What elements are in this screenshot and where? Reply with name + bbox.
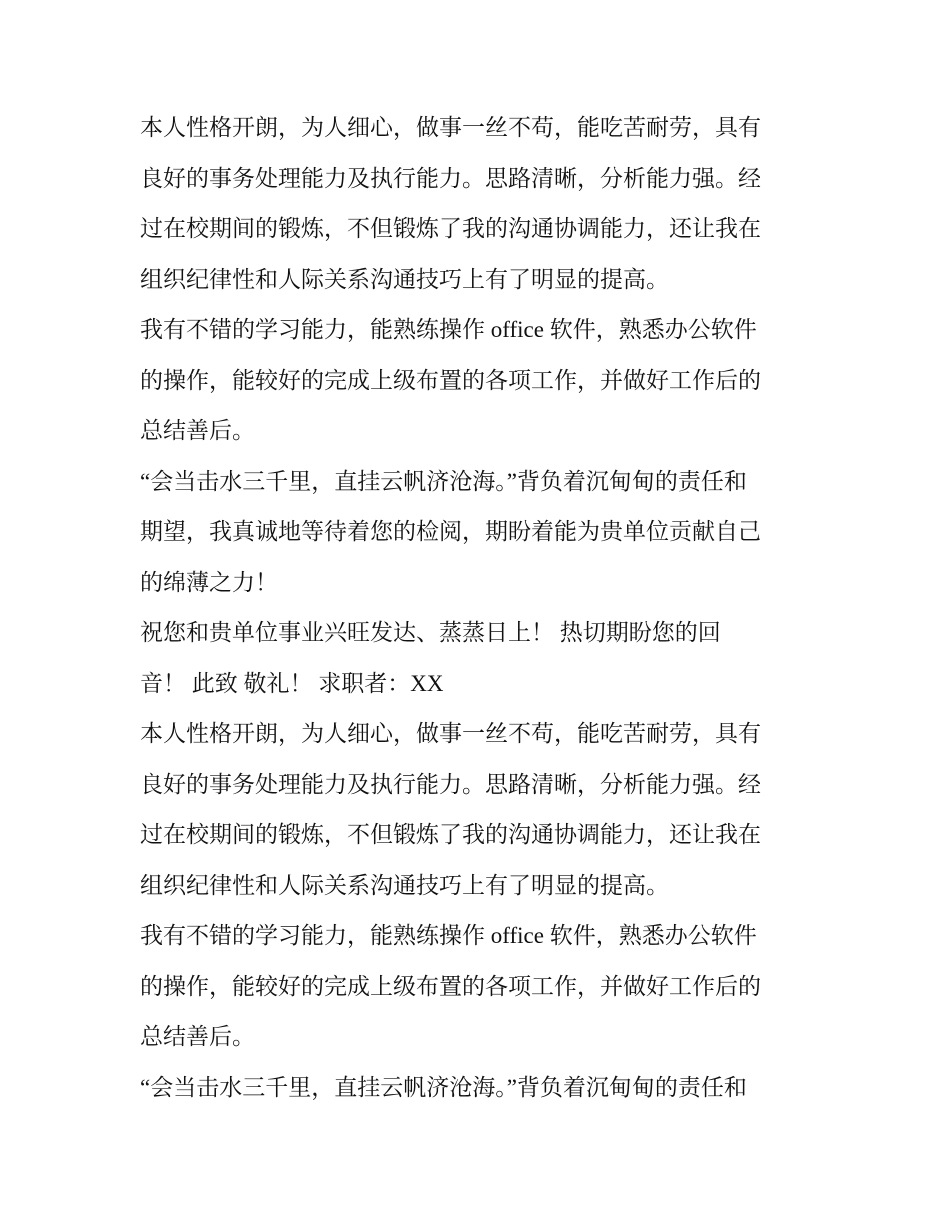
- text-line: 我有不错的学习能力，能熟练操作 office 软件，熟悉办公软件: [140, 317, 757, 342]
- text-line: 总结善后。: [140, 1024, 255, 1049]
- text-line: 过在校期间的锻炼，不但锻炼了我的沟通协调能力，还让我在: [140, 216, 761, 241]
- document-body: [140, 103, 820, 1113]
- text-line: “会当击水三千里，直挂云帆济沧海。”背负着沉甸甸的责任和: [140, 468, 747, 494]
- text-line: 组织纪律性和人际关系沟通技巧上有了明显的提高。: [140, 266, 669, 292]
- text-line: 的操作，能较好的完成上级布置的各项工作，并做好工作后的: [140, 367, 761, 393]
- text-line: 祝您和贵单位事业兴旺发达、蒸蒸日上！ 热切期盼您的回: [140, 620, 721, 645]
- text-line: 音！ 此致 敬礼！ 求职者：XX: [140, 670, 444, 696]
- text-line: “会当击水三千里，直挂云帆济沧海。”背负着沉甸甸的责任和: [140, 1074, 747, 1100]
- text-line: 本人性格开朗，为人细心，做事一丝不苟，能吃苦耐劳，具有: [140, 721, 761, 746]
- text-line: 良好的事务处理能力及执行能力。思路清晰，分析能力强。经: [140, 771, 761, 797]
- text-line: 良好的事务处理能力及执行能力。思路清晰，分析能力强。经: [140, 165, 761, 191]
- text-line: 我有不错的学习能力，能熟练操作 office 软件，熟悉办公软件: [140, 923, 757, 948]
- text-line: 本人性格开朗，为人细心，做事一丝不苟，能吃苦耐劳，具有: [140, 115, 761, 140]
- text-line: 期望，我真诚地等待着您的检阅，期盼着能为贵单位贡献自己: [140, 519, 761, 544]
- text-line: 过在校期间的锻炼，不但锻炼了我的沟通协调能力，还让我在: [140, 822, 761, 847]
- text-line: 总结善后。: [140, 418, 255, 443]
- text-line: 的绵薄之力！: [140, 569, 278, 595]
- text-line: 组织纪律性和人际关系沟通技巧上有了明显的提高。: [140, 872, 669, 898]
- text-line: 的操作，能较好的完成上级布置的各项工作，并做好工作后的: [140, 973, 761, 999]
